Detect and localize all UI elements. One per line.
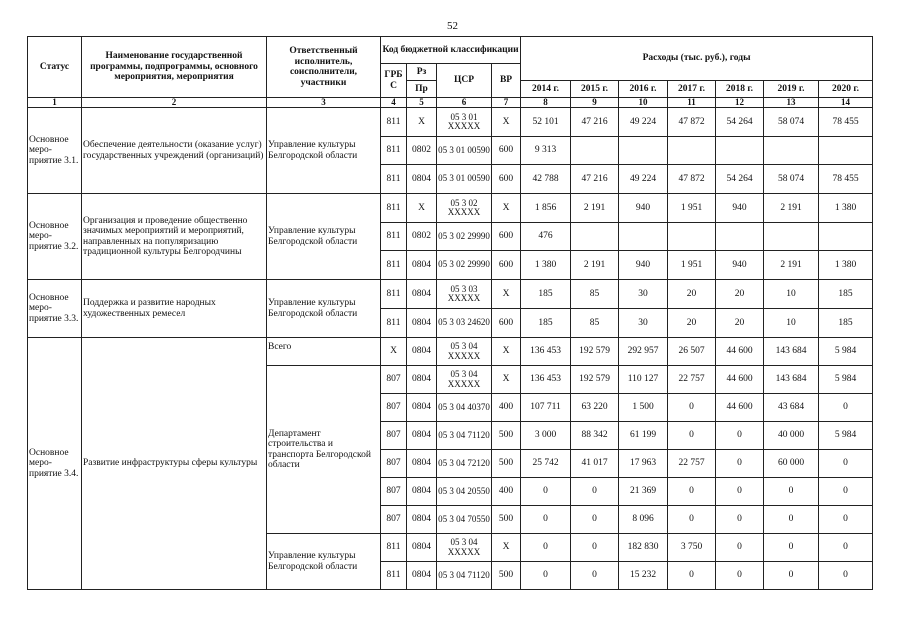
amount-cell: 8 096 [619,506,668,534]
csr-cell: 05 3 04 XXXXX [437,338,492,366]
amount-cell [764,137,819,165]
rzpr-cell: 0802 [407,223,437,251]
csr-cell: 05 3 03 XXXXX [437,280,492,309]
amount-cell: 0 [668,478,716,506]
amount-cell: 0 [764,534,819,562]
csr-cell: 05 3 04 XXXXX [437,366,492,394]
amount-cell: 136 453 [521,338,571,366]
header-year: 2016 г. [619,81,668,98]
header-year: 2020 г. [819,81,873,98]
amount-cell: 3 000 [521,422,571,450]
amount-cell: 0 [668,562,716,590]
amount-cell: 30 [619,280,668,309]
amount-cell: 0 [571,478,619,506]
status-cell: Основное меро-приятие 3.3. [28,280,82,338]
vr-cell: 500 [492,450,521,478]
amount-cell: 10 [764,309,819,338]
amount-cell: 43 684 [764,394,819,422]
amount-cell: 3 750 [668,534,716,562]
amount-cell [668,223,716,251]
amount-cell: 49 224 [619,108,668,137]
csr-cell: 05 3 01 00590 [437,165,492,194]
csr-cell: 05 3 04 71120 [437,422,492,450]
amount-cell: 0 [764,506,819,534]
header-expenses: Расходы (тыс. руб.), годы [521,37,873,81]
executor-cell: Управление культуры Белгородской области [267,280,381,338]
executor-cell: Всего [267,338,381,366]
grbs-cell: 811 [381,194,407,223]
csr-cell: 05 3 04 72120 [437,450,492,478]
amount-cell: 0 [521,478,571,506]
amount-cell: 940 [619,194,668,223]
amount-cell: 107 711 [521,394,571,422]
column-number: 8 [521,98,571,108]
header-vr: ВР [492,64,521,98]
amount-cell: 940 [716,194,764,223]
measure-name-cell: Обеспечение деятельности (оказание услуг) государственных учреждений (организаций) [82,108,267,194]
amount-cell: 0 [819,478,873,506]
vr-cell: 600 [492,223,521,251]
csr-cell: 05 3 04 20550 [437,478,492,506]
amount-cell: 0 [668,506,716,534]
amount-cell: 1 380 [819,194,873,223]
column-number: 4 [381,98,407,108]
amount-cell [819,137,873,165]
amount-cell: 0 [716,422,764,450]
amount-cell: 47 216 [571,108,619,137]
amount-cell: 0 [764,478,819,506]
amount-cell: 40 000 [764,422,819,450]
amount-cell: 85 [571,309,619,338]
amount-cell: 2 191 [764,194,819,223]
rzpr-cell: X [407,108,437,137]
amount-cell: 192 579 [571,338,619,366]
column-number: 5 [407,98,437,108]
grbs-cell: 807 [381,366,407,394]
amount-cell: 5 984 [819,422,873,450]
vr-cell: X [492,194,521,223]
amount-cell: 182 830 [619,534,668,562]
amount-cell: 143 684 [764,366,819,394]
executor-cell: Управление культуры Белгородской области [267,108,381,194]
amount-cell: 54 264 [716,108,764,137]
column-number: 1 [28,98,82,108]
csr-cell: 05 3 02 XXXXX [437,194,492,223]
amount-cell: 110 127 [619,366,668,394]
amount-cell: 21 369 [619,478,668,506]
column-number: 3 [267,98,381,108]
vr-cell: X [492,534,521,562]
column-number: 13 [764,98,819,108]
grbs-cell: 811 [381,534,407,562]
vr-cell: 600 [492,165,521,194]
amount-cell: 41 017 [571,450,619,478]
amount-cell: 52 101 [521,108,571,137]
amount-cell: 30 [619,309,668,338]
vr-cell: X [492,108,521,137]
amount-cell: 1 951 [668,194,716,223]
amount-cell: 78 455 [819,165,873,194]
column-number: 9 [571,98,619,108]
amount-cell: 0 [819,562,873,590]
header-status: Статус [28,37,82,98]
amount-cell: 0 [716,562,764,590]
amount-cell: 185 [819,309,873,338]
measure-name-cell: Поддержка и развитие народных художественных ремесел [82,280,267,338]
header-csr: ЦСР [437,64,492,98]
rzpr-cell: 0804 [407,422,437,450]
amount-cell: 22 757 [668,366,716,394]
amount-cell: 1 380 [521,251,571,280]
rzpr-cell: 0804 [407,280,437,309]
measure-name-cell: Организация и проведение общественно значимых мероприятий и мероприятий, направленных на популяризацию традиционной культуры Белгородчины [82,194,267,280]
vr-cell: 600 [492,251,521,280]
table-header [28,37,873,108]
rzpr-cell: 0804 [407,309,437,338]
budget-table [27,36,873,590]
amount-cell: 0 [521,534,571,562]
grbs-cell: 811 [381,309,407,338]
vr-cell: 500 [492,422,521,450]
amount-cell: 58 074 [764,108,819,137]
vr-cell: 500 [492,506,521,534]
amount-cell: 1 500 [619,394,668,422]
header-year: 2019 г. [764,81,819,98]
vr-cell: 600 [492,137,521,165]
executor-cell: Управление культуры Белгородской области [267,194,381,280]
amount-cell: 20 [716,309,764,338]
column-number: 14 [819,98,873,108]
amount-cell: 0 [571,562,619,590]
amount-cell: 58 074 [764,165,819,194]
csr-cell: 05 3 04 70550 [437,506,492,534]
amount-cell: 0 [819,506,873,534]
amount-cell [764,223,819,251]
amount-cell: 476 [521,223,571,251]
rzpr-cell: 0804 [407,394,437,422]
csr-cell: 05 3 02 29990 [437,223,492,251]
amount-cell: 47 872 [668,108,716,137]
amount-cell: 26 507 [668,338,716,366]
amount-cell: 47 872 [668,165,716,194]
csr-cell: 05 3 04 XXXXX [437,534,492,562]
rzpr-cell: 0804 [407,562,437,590]
column-number: 10 [619,98,668,108]
amount-cell: 20 [716,280,764,309]
amount-cell: 1 856 [521,194,571,223]
measure-name-cell: Развитие инфраструктуры сферы культуры [82,338,267,590]
amount-cell: 9 313 [521,137,571,165]
amount-cell: 44 600 [716,394,764,422]
column-number: 11 [668,98,716,108]
rzpr-cell: 0804 [407,165,437,194]
header-budget-code: Код бюджетной классификации [381,37,521,64]
amount-cell: 63 220 [571,394,619,422]
amount-cell: 47 216 [571,165,619,194]
amount-cell: 88 342 [571,422,619,450]
table-row [28,280,873,309]
amount-cell: 136 453 [521,366,571,394]
amount-cell: 0 [521,506,571,534]
column-number: 6 [437,98,492,108]
vr-cell: 500 [492,562,521,590]
amount-cell: 22 757 [668,450,716,478]
amount-cell: 0 [716,478,764,506]
grbs-cell: 807 [381,450,407,478]
vr-cell: 400 [492,478,521,506]
column-number: 2 [82,98,267,108]
amount-cell: 0 [668,394,716,422]
vr-cell: X [492,366,521,394]
header-year: 2014 г. [521,81,571,98]
amount-cell: 2 191 [571,251,619,280]
table-row [28,194,873,223]
amount-cell: 0 [716,534,764,562]
csr-cell: 05 3 01 00590 [437,137,492,165]
amount-cell [716,137,764,165]
amount-cell [668,137,716,165]
amount-cell: 2 191 [764,251,819,280]
rzpr-cell: 0804 [407,534,437,562]
amount-cell [819,223,873,251]
grbs-cell: X [381,338,407,366]
amount-cell: 185 [521,280,571,309]
amount-cell: 0 [819,394,873,422]
amount-cell: 0 [819,534,873,562]
column-numbers-row [28,98,873,108]
csr-cell: 05 3 04 71120 [437,562,492,590]
grbs-cell: 807 [381,422,407,450]
header-year: 2018 г. [716,81,764,98]
amount-cell: 54 264 [716,165,764,194]
amount-cell: 78 455 [819,108,873,137]
column-number: 12 [716,98,764,108]
amount-cell: 20 [668,280,716,309]
header-pr: Пр [407,81,437,98]
page-number: 52 [447,20,458,32]
rzpr-cell: 0804 [407,366,437,394]
header-year: 2015 г. [571,81,619,98]
table-body [28,108,873,590]
grbs-cell: 811 [381,108,407,137]
rzpr-cell: 0804 [407,506,437,534]
amount-cell: 940 [716,251,764,280]
header-grbs: ГРБ С [381,64,407,98]
amount-cell: 15 232 [619,562,668,590]
amount-cell: 292 957 [619,338,668,366]
rzpr-cell: 0804 [407,450,437,478]
status-cell: Основное меро-приятие 3.1. [28,108,82,194]
vr-cell: X [492,338,521,366]
grbs-cell: 807 [381,506,407,534]
header-executor: Ответственный исполнитель, соисполнители, участники [267,37,381,98]
amount-cell: 185 [521,309,571,338]
amount-cell: 0 [571,534,619,562]
column-number: 7 [492,98,521,108]
csr-cell: 05 3 04 40370 [437,394,492,422]
vr-cell: 400 [492,394,521,422]
amount-cell [619,137,668,165]
amount-cell: 0 [716,506,764,534]
amount-cell: 44 600 [716,338,764,366]
amount-cell: 10 [764,280,819,309]
vr-cell: 600 [492,309,521,338]
table-row [28,108,873,137]
amount-cell: 192 579 [571,366,619,394]
header-rz: Рз [407,64,437,81]
csr-cell: 05 3 01 XXXXX [437,108,492,137]
rzpr-cell: 0804 [407,478,437,506]
amount-cell: 0 [521,562,571,590]
vr-cell: X [492,280,521,309]
header-name: Наименование государственной программы, подпрограммы, основного мероприятия, мероприятия [82,37,267,98]
amount-cell: 1 380 [819,251,873,280]
csr-cell: 05 3 02 29990 [437,251,492,280]
grbs-cell: 807 [381,478,407,506]
amount-cell: 0 [571,506,619,534]
amount-cell: 0 [819,450,873,478]
amount-cell: 85 [571,280,619,309]
rzpr-cell: X [407,194,437,223]
rzpr-cell: 0802 [407,137,437,165]
amount-cell: 1 951 [668,251,716,280]
amount-cell: 2 191 [571,194,619,223]
table-row [28,338,873,366]
amount-cell: 0 [716,450,764,478]
rzpr-cell: 0804 [407,338,437,366]
grbs-cell: 811 [381,280,407,309]
grbs-cell: 811 [381,165,407,194]
amount-cell: 17 963 [619,450,668,478]
status-cell: Основное меро-приятие 3.4. [28,338,82,590]
rzpr-cell: 0804 [407,251,437,280]
grbs-cell: 811 [381,251,407,280]
csr-cell: 05 3 03 24620 [437,309,492,338]
amount-cell: 49 224 [619,165,668,194]
amount-cell [571,137,619,165]
amount-cell: 0 [668,422,716,450]
amount-cell: 0 [764,562,819,590]
amount-cell: 42 788 [521,165,571,194]
amount-cell: 5 984 [819,338,873,366]
amount-cell: 185 [819,280,873,309]
amount-cell: 44 600 [716,366,764,394]
grbs-cell: 811 [381,223,407,251]
amount-cell: 61 199 [619,422,668,450]
executor-cell: Департамент строительства и транспорта Белгородской области [267,366,381,534]
grbs-cell: 811 [381,562,407,590]
amount-cell [571,223,619,251]
amount-cell [619,223,668,251]
amount-cell [716,223,764,251]
executor-cell: Управление культуры Белгородской области [267,534,381,590]
amount-cell: 25 742 [521,450,571,478]
amount-cell: 143 684 [764,338,819,366]
amount-cell: 5 984 [819,366,873,394]
amount-cell: 940 [619,251,668,280]
grbs-cell: 807 [381,394,407,422]
amount-cell: 60 000 [764,450,819,478]
grbs-cell: 811 [381,137,407,165]
status-cell: Основное меро-приятие 3.2. [28,194,82,280]
amount-cell: 20 [668,309,716,338]
header-year: 2017 г. [668,81,716,98]
